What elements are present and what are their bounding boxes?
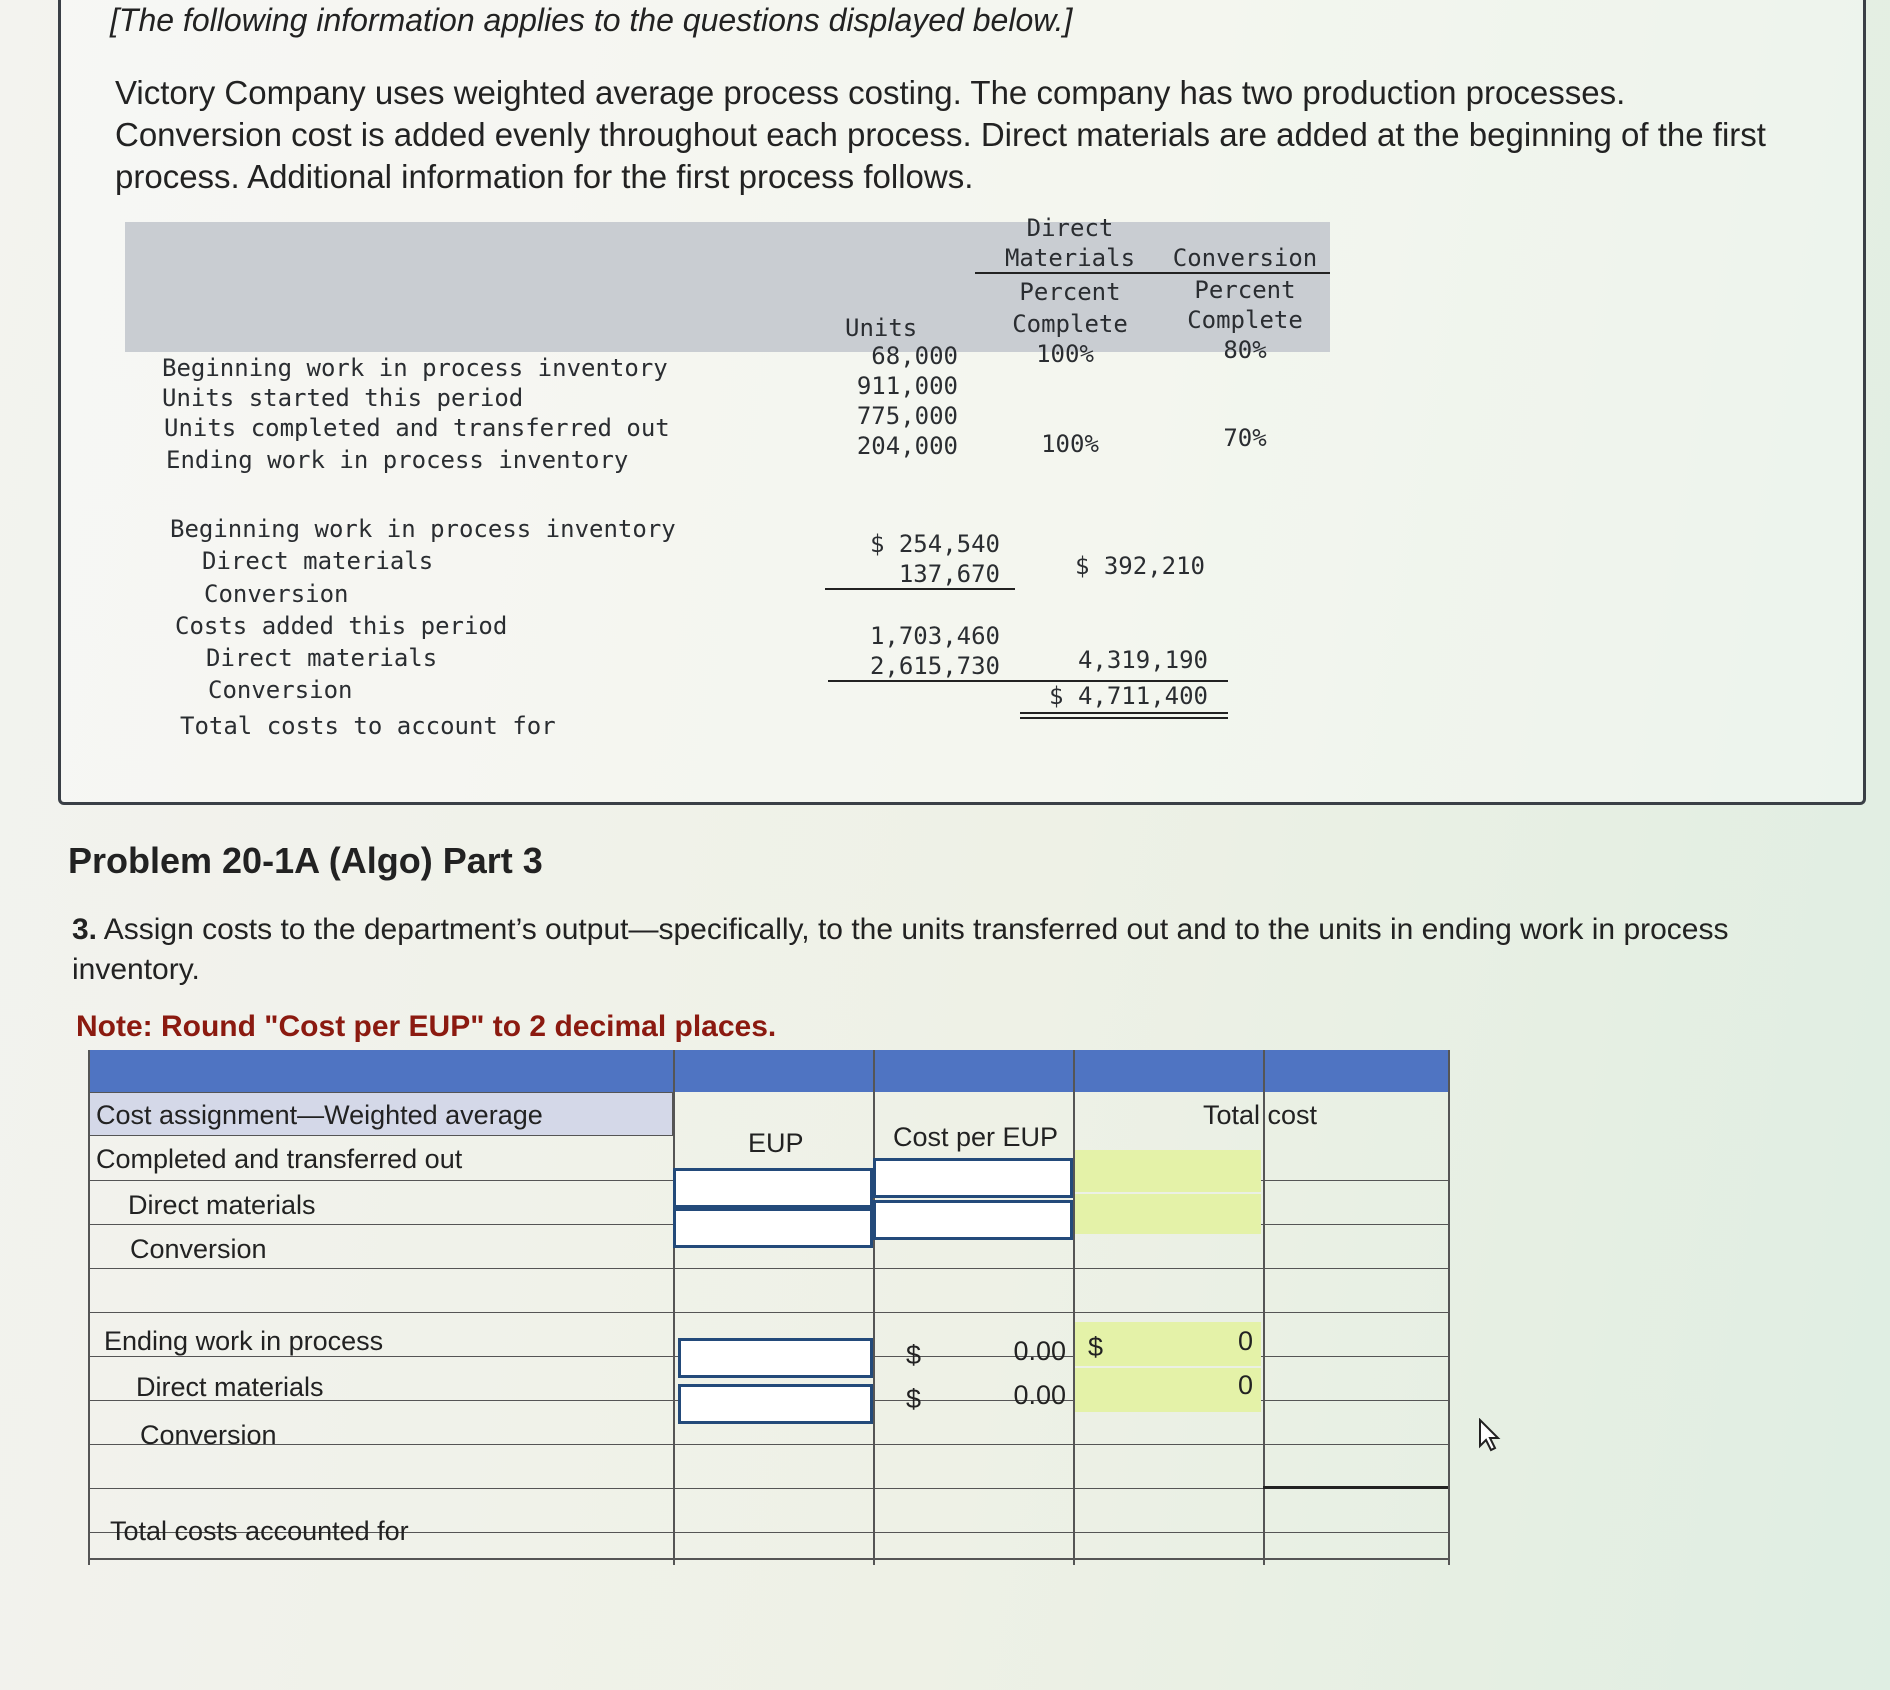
cost-beg-conv-label: Conversion — [204, 580, 349, 608]
row-completed: Completed and transferred out — [96, 1144, 463, 1174]
row-completed-conv: Conversion — [130, 1234, 267, 1264]
cost-total-value: $ 4,711,400 — [1049, 682, 1208, 710]
row-ending: Ending work in process — [104, 1326, 384, 1356]
question-text: Assign costs to the department’s output—specifically, to the units transferred out and to the units in ending work in process inventory. — [72, 913, 1729, 986]
row-conv: 80% — [1223, 336, 1267, 364]
header-dm-materials: Materials — [1004, 244, 1136, 272]
row-label: Units completed and transferred out — [164, 414, 670, 442]
row-units: 204,000 — [856, 432, 958, 460]
cost-total-label: Total costs to account for — [180, 712, 556, 740]
col-line — [1448, 1050, 1450, 1565]
ending-conv-dollar: $ — [906, 1384, 922, 1414]
ending-dm-total: 0 — [1237, 1326, 1253, 1356]
row-completed-dm: Direct materials — [128, 1190, 316, 1220]
table-bottom-border — [88, 1558, 1448, 1560]
row-ending-conv: Conversion — [140, 1420, 277, 1450]
row-units: 775,000 — [856, 402, 958, 430]
header-rule — [975, 272, 1330, 274]
cost-added-total: 4,319,190 — [1077, 646, 1208, 674]
header-dm-direct: Direct — [1026, 214, 1114, 242]
header-units: Units — [845, 314, 918, 342]
mouse-cursor-icon — [1478, 1418, 1502, 1452]
question-number: 3. — [72, 913, 98, 946]
table-row — [88, 1400, 1448, 1445]
cost-beg-dm-value: $ 254,540 — [869, 530, 1000, 558]
table-header-bar — [88, 1050, 1448, 1092]
question — [72, 910, 1772, 990]
cost-added-dm-value: 1,703,460 — [869, 622, 1000, 650]
header-eup: EUP — [748, 1128, 804, 1158]
cost-added-conv-label: Conversion — [208, 676, 353, 704]
total-rule — [1263, 1486, 1448, 1489]
ending-conv-cost-per-eup[interactable]: 0.00 — [1013, 1380, 1066, 1410]
ending-dm-total-dollar: $ — [1088, 1332, 1104, 1362]
row-label: Beginning work in process inventory — [162, 354, 668, 382]
row-dm: 100% — [1041, 430, 1099, 458]
intro-paragraph: Victory Company uses weighted average process costing. The company has two production processes. Conversion cost is added evenly throughout each process. Direct materials are added at the beginning of the first process. Additional information for the first process follows. — [115, 74, 1766, 195]
header-conv-complete: Complete — [1187, 306, 1303, 334]
row-conv: 70% — [1223, 424, 1267, 452]
cost-added: Costs added this period — [175, 612, 508, 640]
rounding-note: Note: Round "Cost per EUP" to 2 decimal places. — [76, 1010, 777, 1043]
ending-dm-dollar: $ — [906, 1340, 922, 1370]
cost-beg-total: $ 392,210 — [1074, 552, 1205, 580]
row-label: Ending work in process inventory — [166, 446, 629, 474]
row-ending-dm: Direct materials — [136, 1372, 324, 1402]
ending-conv-total: 0 — [1237, 1370, 1253, 1400]
table-row — [88, 1224, 1448, 1269]
cost-added-dm-label: Direct materials — [206, 644, 438, 672]
double-rule-top — [1020, 712, 1228, 714]
header-conversion: Conversion — [1172, 244, 1318, 272]
header-cost-per-eup: Cost per EUP — [893, 1122, 1059, 1152]
cost-added-conv-value: 2,615,730 — [869, 652, 1000, 680]
header-conv-percent: Percent — [1194, 276, 1296, 304]
cost-assignment-table — [88, 1050, 1448, 1565]
header-cost-assignment: Cost assignment—Weighted average — [96, 1100, 543, 1130]
cost-beg-dm-label: Direct materials — [202, 547, 434, 575]
row-label: Units started this period — [162, 384, 524, 412]
row-units: 911,000 — [856, 372, 958, 400]
double-rule-bottom — [1020, 717, 1228, 719]
intro-note: [The following information applies to the questions displayed below.] — [110, 2, 1073, 38]
cost-rule — [825, 588, 1015, 590]
header-total-cost: Total cost — [1203, 1100, 1318, 1130]
row-units: 68,000 — [871, 342, 958, 370]
cost-beg-wip: Beginning work in process inventory — [170, 515, 676, 543]
table-row — [88, 1268, 1448, 1313]
row-dm: 100% — [1036, 340, 1094, 368]
row-total: Total costs accounted for — [110, 1516, 409, 1546]
ending-dm-cost-per-eup[interactable]: 0.00 — [1013, 1336, 1066, 1366]
cost-beg-conv-value: 137,670 — [898, 560, 1000, 588]
problem-title: Problem 20-1A (Algo) Part 3 — [68, 840, 543, 881]
table-row — [88, 1444, 1448, 1489]
header-dm-complete: Complete — [1012, 310, 1128, 338]
header-dm-percent: Percent — [1019, 278, 1121, 306]
